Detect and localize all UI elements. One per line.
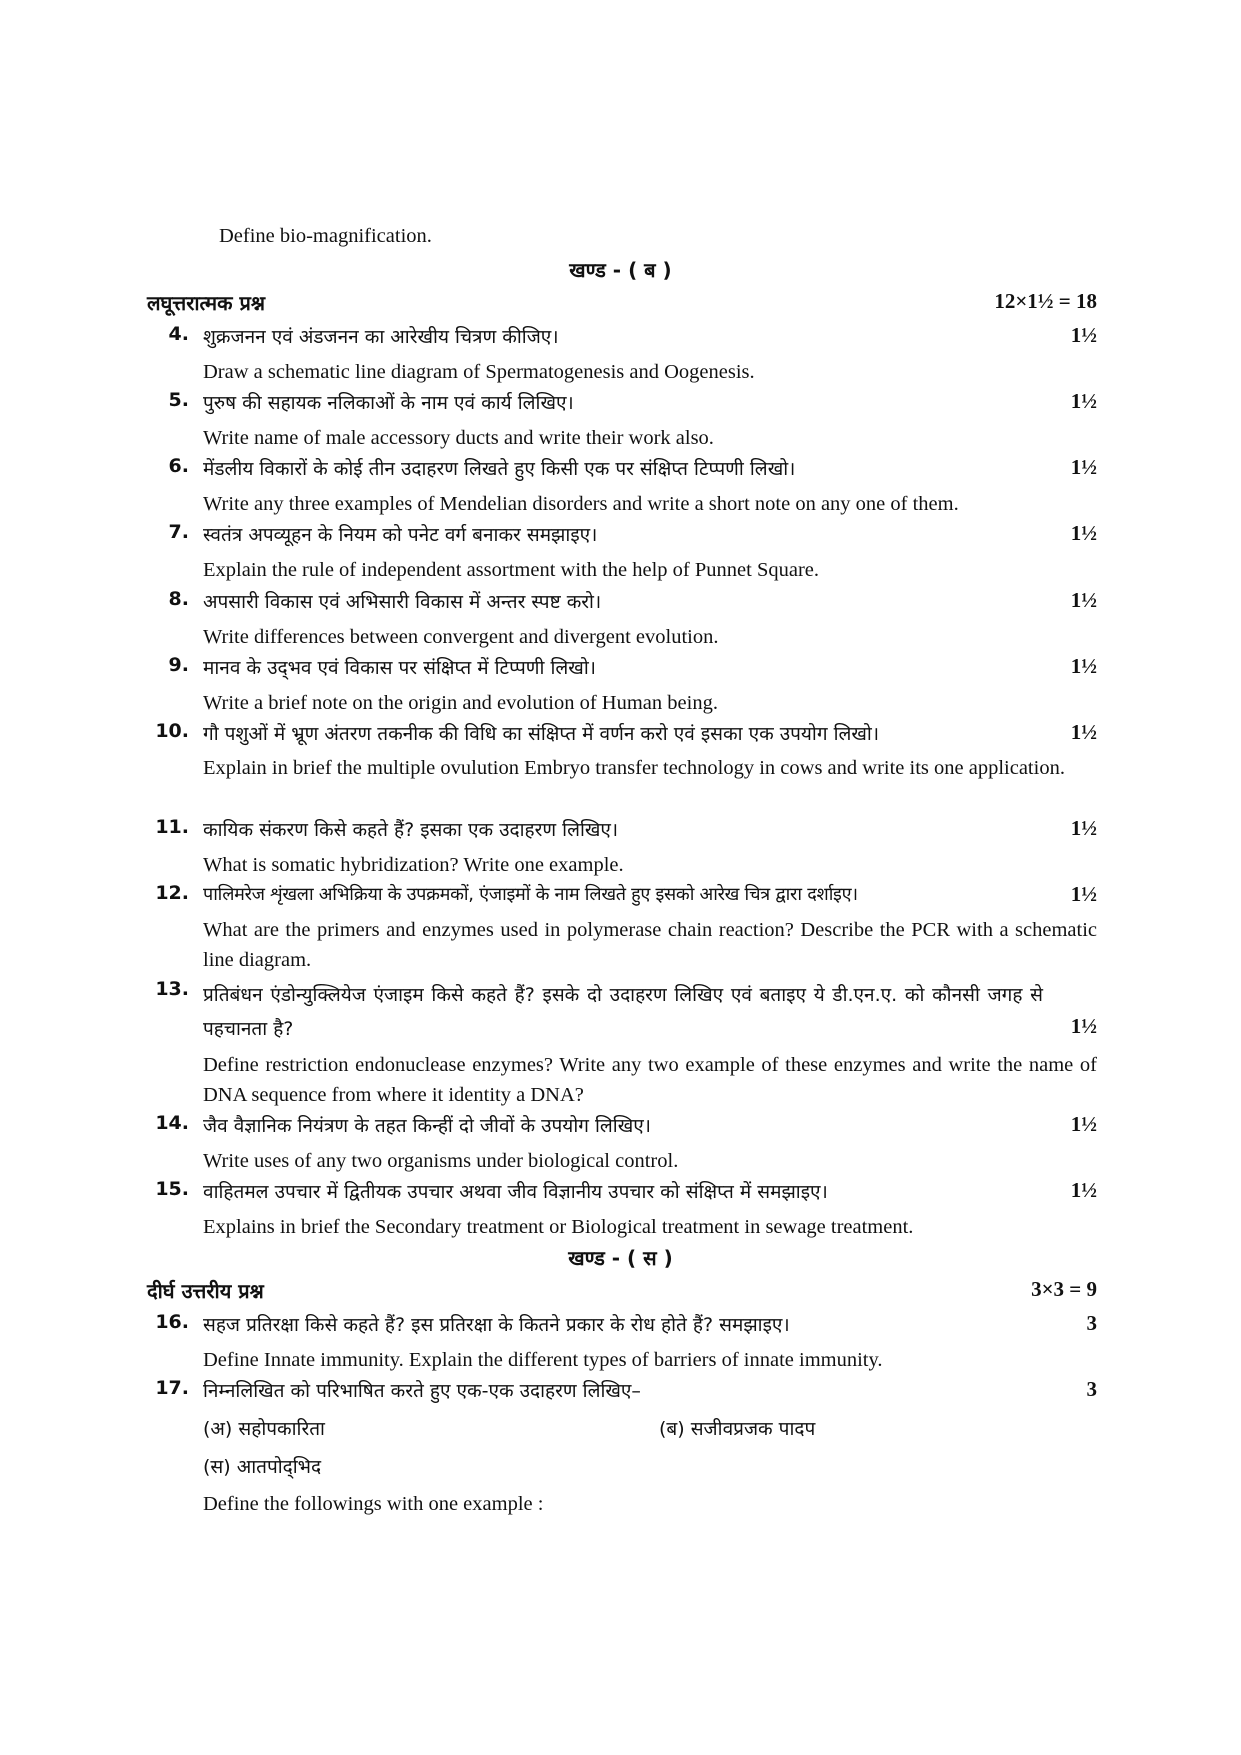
question-17: [147, 1377, 1097, 1537]
question-marks: 1½: [1070, 323, 1097, 347]
question-english: Explain in brief the multiple ovulution Embryo transfer technology in cows and write its one application.: [203, 757, 1065, 779]
question-8: [147, 588, 1097, 658]
question-hindi: शुक्रजनन एवं अंडजनन का आरेखीय चित्रण कीजिए।: [203, 326, 559, 348]
question-5: [147, 389, 1097, 459]
section-c-heading: खण्ड - ( स ): [568, 1246, 673, 1270]
question-number: 8.: [168, 588, 189, 610]
option-b: (ब) सजीवप्रजक पादप: [659, 1418, 816, 1440]
question-10: [147, 720, 1097, 820]
question-english: Explains in brief the Secondary treatment or Biological treatment in sewage treatment.: [203, 1216, 914, 1238]
question-marks: 3: [1086, 1377, 1097, 1401]
question-number: 15.: [155, 1178, 189, 1200]
question-english: Draw a schematic line diagram of Spermatogenesis and Oogenesis.: [203, 361, 755, 383]
question-number: 13.: [155, 978, 189, 1000]
question-number: 10.: [155, 720, 189, 742]
question-number: 4.: [168, 323, 189, 345]
section-c-title: दीर्घ उत्तरीय प्रश्न: [147, 1279, 264, 1303]
question-13: [147, 978, 1097, 1108]
question-6: [147, 455, 1097, 525]
question-hindi: पालिमरेज शृंखला अभिक्रिया के उपक्रमकों, एंजाइमों के नाम लिखते हुए इसको आरेख चित्र द्वारा दर्शाइए।: [203, 884, 858, 905]
option-a: (अ) सहोपकारिता: [203, 1418, 325, 1440]
section-b-heading: खण्ड - ( ब ): [569, 258, 672, 282]
question-english: Write a brief note on the origin and evolution of Human being.: [203, 692, 718, 714]
question-11: [147, 816, 1097, 886]
question-12: [147, 882, 1097, 982]
question-english: Write name of male accessory ducts and write their work also.: [203, 427, 714, 449]
question-marks: 1½: [1070, 521, 1097, 545]
question-9: [147, 654, 1097, 724]
section-b-title-row: [147, 289, 1097, 319]
question-marks: 1½: [1070, 654, 1097, 678]
question-number: 16.: [155, 1311, 189, 1333]
question-english: Write any three examples of Mendelian disorders and write a short note on any one of them.: [203, 493, 959, 515]
question-number: 17.: [155, 1377, 189, 1399]
question-16: [147, 1311, 1097, 1381]
question-marks: 1½: [1070, 1112, 1097, 1136]
question-marks: 1½: [1070, 720, 1097, 744]
question-marks: 1½: [1070, 455, 1097, 479]
section-c-title-row: [147, 1277, 1097, 1307]
question-hindi: कायिक संकरण किसे कहते हैं? इसका एक उदाहरण लिखिए।: [203, 819, 619, 841]
question-15: [147, 1178, 1097, 1248]
section-b-marks: 12×1½ = 18: [994, 289, 1097, 313]
intro-text: Define bio-magnification.: [219, 225, 432, 247]
question-hindi: मानव के उद्‌भव एवं विकास पर संक्षिप्त में टिप्पणी लिखो।: [203, 657, 596, 679]
question-number: 14.: [155, 1112, 189, 1134]
question-hindi: सहज प्रतिरक्षा किसे कहते हैं? इस प्रतिरक्षा के कितने प्रकार के रोध होते हैं? समझाइए।: [203, 1314, 790, 1336]
question-english: What are the primers and enzymes used in polymerase chain reaction? Describe the PCR with a schematic line diagram.: [203, 919, 1097, 971]
section-c-marks: 3×3 = 9: [1031, 1277, 1097, 1301]
question-number: 12.: [155, 882, 189, 904]
question-hindi: निम्नलिखित को परिभाषित करते हुए एक-एक उदाहरण लिखिए–: [203, 1380, 641, 1402]
question-number: 7.: [168, 521, 189, 543]
question-number: 11.: [155, 816, 189, 838]
question-english: Define the followings with one example :: [203, 1493, 544, 1515]
question-hindi: अपसारी विकास एवं अभिसारी विकास में अन्तर स्पष्ट करो।: [203, 591, 602, 613]
question-marks: 1½: [1070, 816, 1097, 840]
question-marks: 3: [1086, 1311, 1097, 1335]
question-english: Write uses of any two organisms under biological control.: [203, 1150, 679, 1172]
question-english: Define restriction endonuclease enzymes? Write any two example of these enzymes and write the name of DNA sequence from where it identity a DNA?: [203, 1054, 1097, 1106]
question-english: Define Innate immunity. Explain the different types of barriers of innate immunity.: [203, 1349, 883, 1371]
question-english: What is somatic hybridization? Write one example.: [203, 854, 624, 876]
question-english: Explain the rule of independent assortment with the help of Punnet Square.: [203, 559, 819, 581]
question-7: [147, 521, 1097, 591]
question-14: [147, 1112, 1097, 1182]
question-number: 6.: [168, 455, 189, 477]
question-marks: 1½: [1070, 1178, 1097, 1202]
question-hindi: वाहितमल उपचार में द्वितीयक उपचार अथवा जीव विज्ञानीय उपचार को संक्षिप्त में समझाइए।: [203, 1181, 828, 1203]
question-hindi: पुरुष की सहायक नलिकाओं के नाम एवं कार्य लिखिए।: [203, 392, 574, 414]
question-hindi: मेंडलीय विकारों के कोई तीन उदाहरण लिखते हुए किसी एक पर संक्षिप्त टिप्पणी लिखो।: [203, 458, 796, 480]
question-4: [147, 323, 1097, 393]
question-english: Write differences between convergent and divergent evolution.: [203, 626, 719, 648]
section-b-title: लघूत्तरात्मक प्रश्न: [147, 291, 265, 315]
question-hindi: जैव वैज्ञानिक नियंत्रण के तहत किन्हीं दो जीवों के उपयोग लिखिए।: [203, 1115, 651, 1137]
question-hindi: स्वतंत्र अपव्यूहन के नियम को पनेट वर्ग बनाकर समझाइए।: [203, 524, 598, 546]
question-marks: 1½: [1070, 588, 1097, 612]
question-number: 5.: [168, 389, 189, 411]
question-hindi: गौ पशुओं में भ्रूण अंतरण तकनीक की विधि का संक्षिप्त में वर्णन करो एवं इसका एक उपयोग लिखो।: [203, 723, 880, 745]
question-number: 9.: [168, 654, 189, 676]
question-marks: 1½: [1070, 389, 1097, 413]
option-c: (स) आतपोद्‌भिद: [203, 1456, 322, 1478]
question-marks: 1½: [1070, 882, 1097, 906]
question-marks: 1½: [1070, 1014, 1097, 1038]
question-hindi: प्रतिबंधन एंडोन्युक्लियेज एंजाइम किसे कहते हैं? इसके दो उदाहरण लिखिए एवं बताइए ये डी.एन.ए. को कौनसी जगह से पहचानता है?: [203, 984, 1043, 1040]
